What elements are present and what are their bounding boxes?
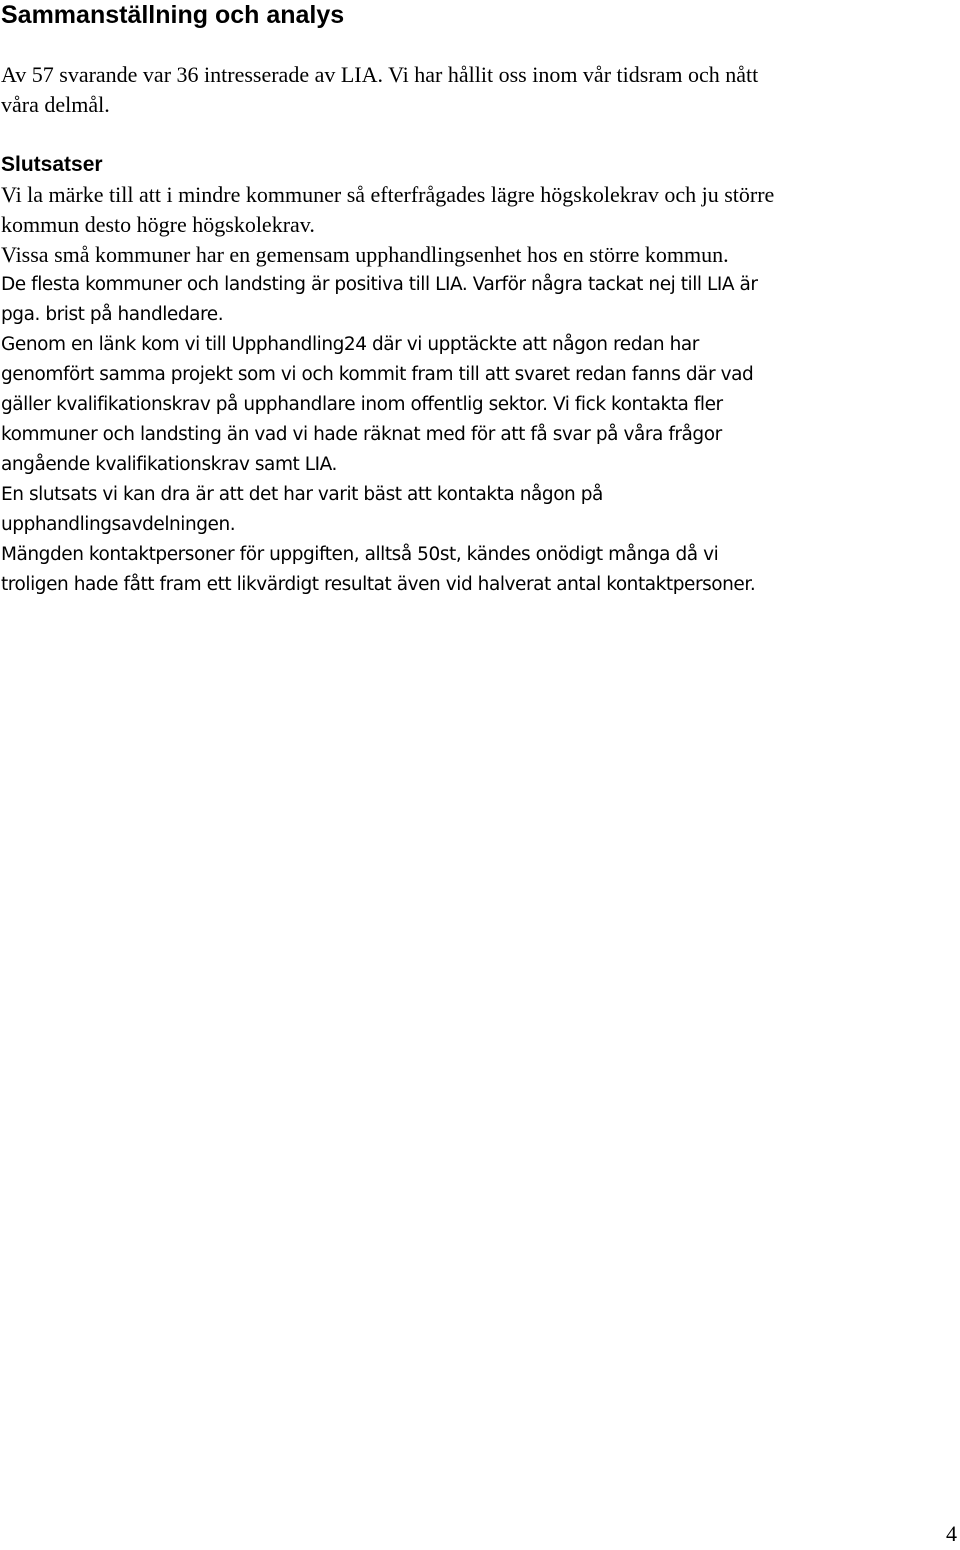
body-line: gäller kvalifikationskrav på upphandlare inom offentlig sektor. Vi fick kontakta fler [1,394,723,415]
section-heading: Sammanställning och analys [1,1,345,29]
page-number: 4 [946,1521,957,1546]
conclusions-subheading: Slutsatser [1,153,103,176]
intro-paragraph [1,60,758,120]
body-line: troligen hade fått fram ett likvärdigt resultat även vid halverat antal kontaktpersoner. [1,574,756,595]
body-line: Genom en länk kom vi till Upphandling24 där vi upptäckte att någon redan har [1,334,699,355]
body-line: kommuner och landsting än vad vi hade räknat med för att få svar på våra frågor [1,424,722,445]
conclusion-line: Vi la märke till att i mindre kommuner så efterfrågades lägre högskolekrav och ju större [1,182,775,207]
body-line: angående kvalifikationskrav samt LIA. [1,454,337,475]
intro-line: Av 57 svarande var 36 intresserade av LIA. Vi har hållit oss inom vår tidsram och nått [1,62,759,87]
body-line: En slutsats vi kan dra är att det har varit bäst att kontakta någon på [1,484,603,505]
body-line: upphandlingsavdelningen. [1,514,236,535]
body-line: genomfört samma projekt som vi och kommit fram till att svaret redan fanns där vad [1,364,754,385]
conclusion-line: kommun desto högre högskolekrav. [1,212,315,237]
body-line: De flesta kommuner och landsting är positiva till LIA. Varför några tackat nej till LIA är [1,274,758,295]
conclusions-body [1,270,758,600]
conclusions-section [1,150,774,270]
body-line: pga. brist på handledare. [1,304,224,325]
body-line: Mängden kontaktpersoner för uppgiften, alltså 50st, kändes onödigt många då vi [1,544,719,565]
conclusion-line: Vissa små kommuner har en gemensam upphandlingsenhet hos en större kommun. [1,242,729,267]
intro-line: våra delmål. [1,92,110,117]
